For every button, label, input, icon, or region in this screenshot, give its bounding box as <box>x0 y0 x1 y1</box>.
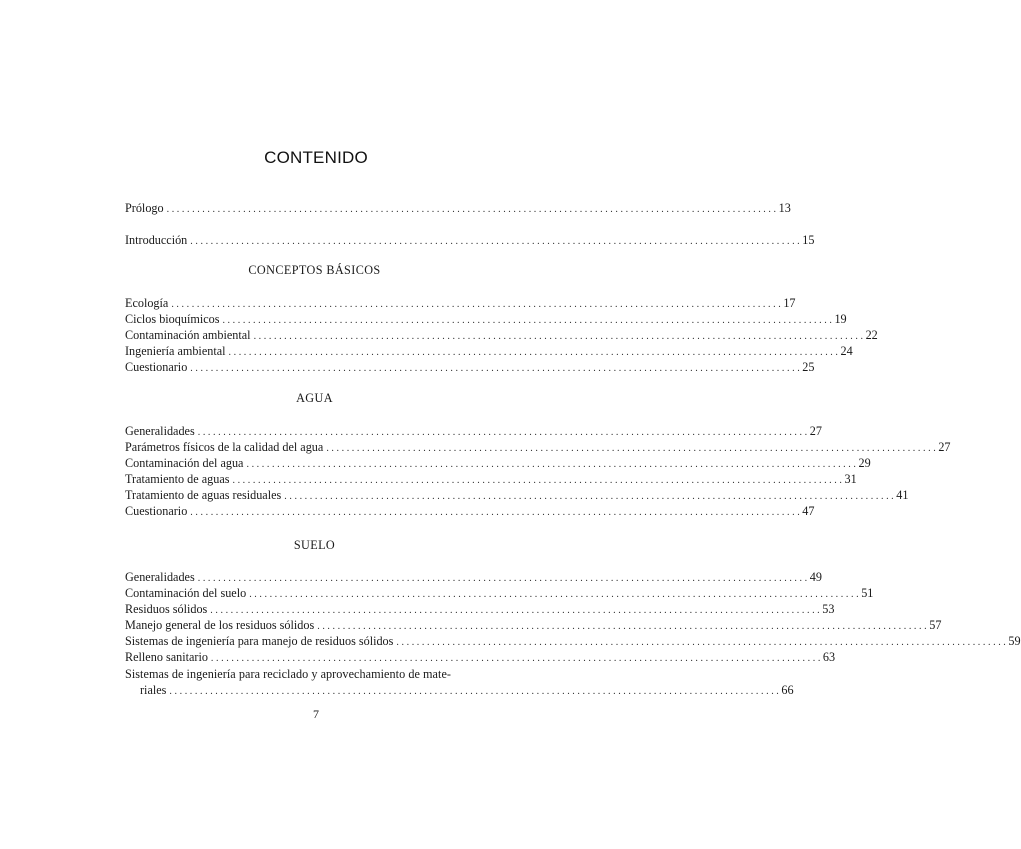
toc-entry-page: 47 <box>802 504 815 518</box>
toc-entry[interactable] <box>125 471 857 487</box>
toc-entry[interactable] <box>125 649 836 665</box>
toc-entry[interactable] <box>125 455 871 471</box>
toc-entry-label: riales <box>140 683 167 697</box>
toc-entry-label: Relleno sanitario <box>125 650 208 664</box>
toc-entry-page: 59 <box>1008 634 1021 648</box>
leader-dots: ........................................................................................................................ <box>228 347 841 358</box>
toc-entry-label: Cuestionario <box>125 360 188 374</box>
toc-entry-page: 22 <box>865 328 878 342</box>
toc-entry-page: 51 <box>861 586 874 600</box>
toc-entry[interactable] <box>125 439 951 455</box>
toc-entry-label: Introducción <box>125 233 188 247</box>
leader-dots: ........................................................................................................................ <box>210 605 823 616</box>
toc-entry[interactable] <box>125 295 796 311</box>
leader-dots: ........................................................................................................................ <box>317 621 930 632</box>
toc-entry-page: 49 <box>809 570 822 584</box>
leader-dots: ........................................................................................................................ <box>190 236 803 247</box>
toc-entry-page: 57 <box>929 618 942 632</box>
leader-dots: ........................................................................................................................ <box>284 491 897 502</box>
leader-dots: ........................................................................................................................ <box>222 315 835 326</box>
toc-entry-label: Residuos sólidos <box>125 602 208 616</box>
toc-entry-label: Ciclos bioquímicos <box>125 312 220 326</box>
toc-entry[interactable] <box>125 311 847 327</box>
toc-entry[interactable] <box>125 343 853 359</box>
toc-entry-page: 25 <box>802 360 815 374</box>
toc-entry[interactable] <box>125 327 878 343</box>
leader-dots: ........................................................................................................................ <box>197 427 810 438</box>
toc-entry-label: Generalidades <box>125 424 195 438</box>
toc-entry-label: Prólogo <box>125 201 164 215</box>
toc-entry-page: 13 <box>778 201 791 215</box>
page-title: CONTENIDO <box>264 148 368 167</box>
toc-entry[interactable] <box>125 617 942 633</box>
toc-entry-page: 41 <box>896 488 909 502</box>
toc-entry-page: 27 <box>809 424 822 438</box>
toc-entry-page: 31 <box>844 472 857 486</box>
toc-entry[interactable] <box>125 601 835 617</box>
toc-entry-page: 19 <box>834 312 847 326</box>
toc-entry-introduccion[interactable] <box>125 232 815 248</box>
toc-entry-page: 15 <box>802 233 815 247</box>
toc-entry-label: Contaminación ambiental <box>125 328 251 342</box>
toc-entry-label: Manejo general de los residuos sólidos <box>125 618 315 632</box>
toc-entry-label-line1[interactable]: Sistemas de ingeniería para reciclado y aprovechamiento de mate- <box>125 667 452 681</box>
section-heading-agua: AGUA <box>296 391 333 405</box>
leader-dots: ........................................................................................................................ <box>249 589 862 600</box>
toc-entry-label: Parámetros físicos de la calidad del agua <box>125 440 324 454</box>
leader-dots: ........................................................................................................................ <box>190 363 803 374</box>
leader-dots: ........................................................................................................................ <box>396 637 1009 648</box>
toc-entry[interactable] <box>125 585 874 601</box>
leader-dots: ........................................................................................................................ <box>169 686 782 697</box>
leader-dots: ........................................................................................................................ <box>197 573 810 584</box>
toc-entry-page: 66 <box>781 683 794 697</box>
leader-dots: ........................................................................................................................ <box>190 507 803 518</box>
toc-entry-page: 63 <box>822 650 836 664</box>
leader-dots: ........................................................................................................................ <box>246 459 859 470</box>
toc-entry[interactable] <box>125 569 822 585</box>
toc-entry-page: 29 <box>858 456 871 470</box>
leader-dots: ........................................................................................................................ <box>326 443 939 454</box>
toc-entry[interactable] <box>125 487 909 503</box>
leader-dots: ........................................................................................................................ <box>171 299 784 310</box>
toc-entry-page: 17 <box>783 296 796 310</box>
toc-entry-label: Sistemas de ingeniería para manejo de residuos sólidos <box>125 634 394 648</box>
toc-entry[interactable] <box>125 423 822 439</box>
toc-entry-prologo[interactable] <box>125 200 791 216</box>
leader-dots: ........................................................................................................................ <box>210 653 823 664</box>
toc-entry-label: Contaminación del agua <box>125 456 244 470</box>
section-heading-suelo: SUELO <box>293 538 336 552</box>
toc-entry[interactable] <box>125 359 815 375</box>
toc-entry-label: Tratamiento de aguas residuales <box>125 488 282 502</box>
leader-dots: ........................................................................................................................ <box>232 475 845 486</box>
section-heading-conceptos: CONCEPTOS BÁSICOS <box>248 263 381 277</box>
leader-dots: ........................................................................................................................ <box>166 204 779 215</box>
toc-entry[interactable] <box>140 682 794 698</box>
toc-entry-label: Contaminación del suelo <box>125 586 247 600</box>
page-number: 7 <box>313 707 319 721</box>
toc-entry-label: Ingeniería ambiental <box>125 344 226 358</box>
toc-entry-page: 27 <box>938 440 951 454</box>
toc-entry[interactable] <box>125 633 1021 649</box>
toc-entry[interactable] <box>125 503 815 519</box>
leader-dots: ........................................................................................................................ <box>253 331 866 342</box>
toc-entry-page: 53 <box>822 602 835 616</box>
toc-entry-page: 24 <box>840 344 853 358</box>
toc-entry-label: Tratamiento de aguas <box>125 472 230 486</box>
toc-entry-label: Generalidades <box>125 570 195 584</box>
toc-entry-label: Ecología <box>125 296 169 310</box>
toc-entry-label: Cuestionario <box>125 504 188 518</box>
